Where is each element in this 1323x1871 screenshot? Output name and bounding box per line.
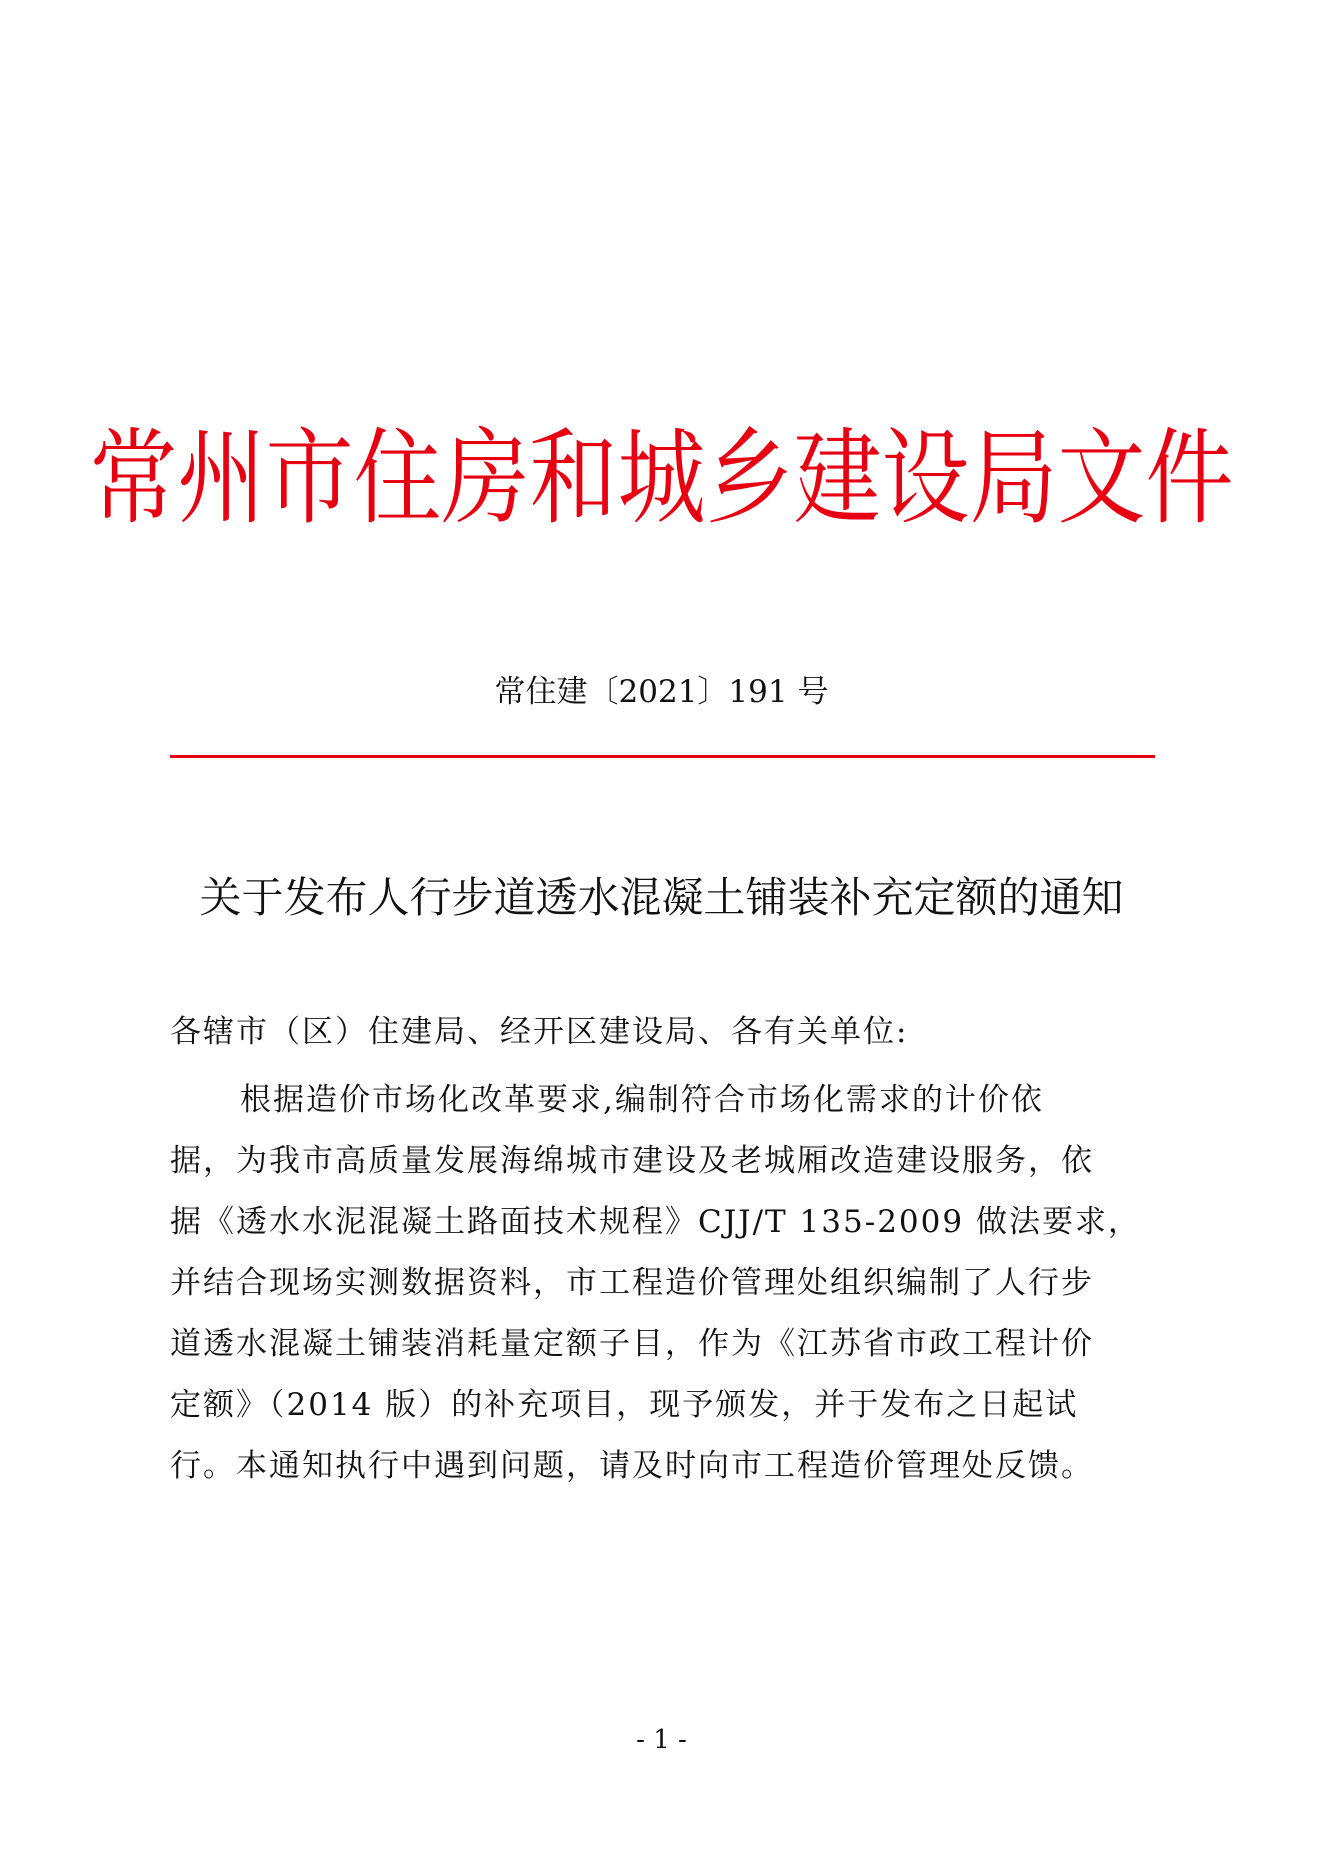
body-line: 据，为我市高质量发展海绵城市建设及老城厢改造建设服务，依: [170, 1143, 1094, 1179]
notice-body: [170, 1070, 1160, 1497]
body-line: 道透水混凝土铺装消耗量定额子目，作为《江苏省市政工程计价: [170, 1326, 1094, 1362]
agency-masthead-title: 常州市住房和城乡建设局文件: [89, 417, 1234, 539]
red-divider-line: [170, 755, 1155, 758]
body-line: 根据造价市场化改革要求,编制符合市场化需求的计价依: [240, 1082, 1044, 1118]
body-line: 行。本通知执行中遇到问题，请及时向市工程造价管理处反馈。: [170, 1448, 1094, 1484]
body-line: 定额》（2014 版）的补充项目，现予颁发，并于发布之日起试: [170, 1387, 1079, 1423]
salutation: 各辖市（区）住建局、经开区建设局、各有关单位:: [170, 1014, 909, 1050]
notice-title: 关于发布人行步道透水混凝土铺装补充定额的通知: [199, 873, 1124, 922]
page-number: - 1 -: [636, 1725, 687, 1755]
document-number: 常住建〔2021〕191 号: [494, 674, 829, 710]
body-line: 并结合现场实测数据资料，市工程造价管理处组织编制了人行步: [170, 1265, 1094, 1301]
body-line: 据《透水水泥混凝土路面技术规程》CJJ/T 135-2009 做法要求，: [170, 1204, 1141, 1240]
